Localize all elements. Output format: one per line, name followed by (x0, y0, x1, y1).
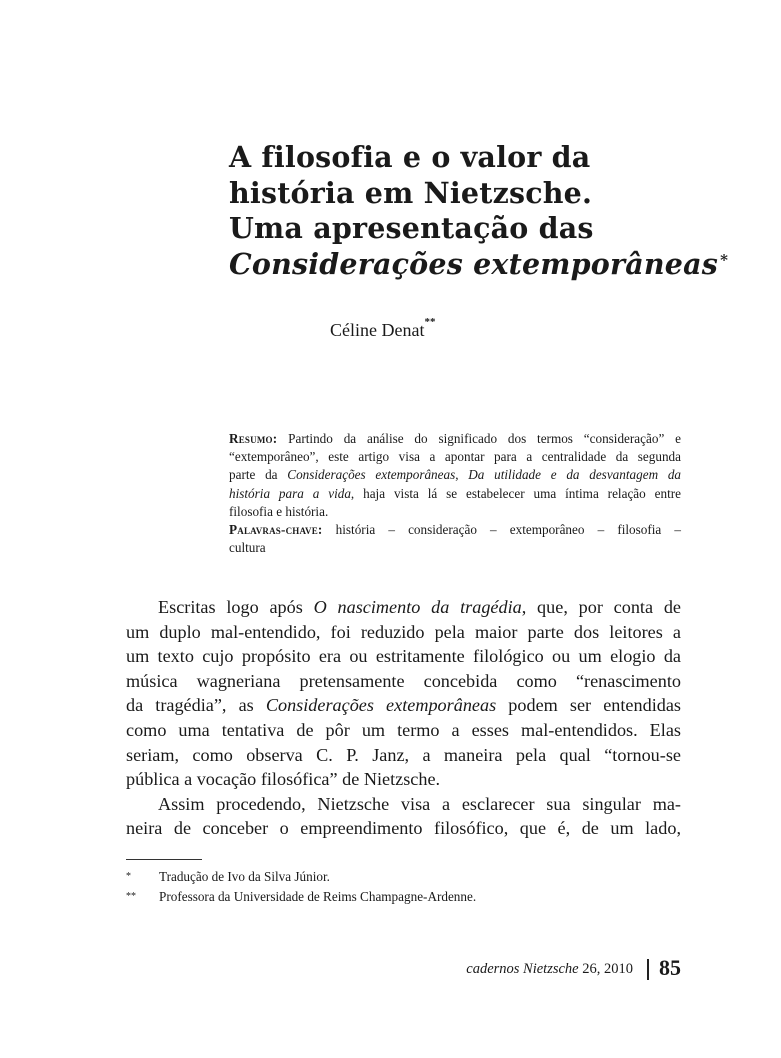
author-footnote-mark: ** (424, 316, 436, 328)
title-footnote-mark: * (720, 250, 729, 269)
paragraph-line: neira de conceber o empreendimento filosófico, que é, de um lado, (126, 818, 681, 839)
title-line-2: história em Nietzsche. (229, 175, 593, 210)
journal-issue: 26, 2010 (578, 961, 633, 977)
article-title (229, 140, 729, 282)
footer-separator (647, 959, 649, 980)
footnote-divider (126, 859, 202, 860)
paragraph-line: como uma tentativa de pôr um termo a esses mal-entendidos. Elas (126, 719, 681, 740)
footnote-1 (126, 867, 476, 887)
author-name: Céline Denat (330, 320, 425, 340)
abstract-line-3: parte da Considerações extemporâneas, Da utilidade e da desvantagem da (229, 467, 682, 483)
abstract-line-4: história para a vida, haja vista lá se estabelecer uma íntima relação entre (229, 485, 681, 501)
running-footer (420, 955, 681, 985)
footnote-2 (126, 887, 476, 907)
title-line-3: Uma apresentação das (229, 211, 594, 245)
abstract-label: Resumo: (229, 431, 278, 446)
abstract-line-2: “extemporâneo”, este artigo visa a apontar para a centralidade da segunda (229, 449, 681, 465)
footnote-text: Tradução de Ivo da Silva Júnior. (159, 869, 330, 884)
paragraph-line: seriam, como observa C. P. Janz, a maneira pela qual “tornou-se (126, 744, 681, 765)
journal-citation (466, 961, 633, 978)
keywords-label: Palavras-chave: (229, 522, 323, 538)
footnote-mark: * (126, 871, 131, 882)
paragraph-line: Assim procedendo, Nietzsche visa a esclarecer sua singular ma- (158, 793, 681, 814)
paragraph-line: um texto cujo propósito era ou estritamente filológico ou um elogio da (126, 646, 681, 667)
paragraph-line: da tragédia”, as Considerações extemporâneas podem ser entendidas (126, 695, 681, 716)
footnotes (126, 867, 476, 906)
paragraph-line: música wagneriana pretensamente concebida como “renascimento (126, 670, 681, 691)
paragraph-line: um duplo mal-entendido, foi reduzido pela maior parte dos leitores a (126, 621, 681, 642)
author-line (330, 316, 436, 341)
keywords-line-2: cultura (229, 540, 266, 556)
title-line-4 (229, 246, 729, 283)
journal-name: cadernos Nietzsche (466, 961, 579, 977)
paragraph-line: Escritas logo após O nascimento da tragédia, que, por conta de (158, 597, 682, 617)
page-number: 85 (659, 955, 681, 980)
body-text (126, 595, 681, 841)
title-line-1: A filosofia e o valor da (229, 140, 591, 174)
abstract-block (229, 430, 681, 557)
keywords-line-1: Palavras-chave: história – consideração – extemporâneo – filosofia – (229, 522, 681, 538)
abstract-line-1: Resumo: Partindo da análise do significado dos termos “consideração” e (229, 431, 681, 446)
paragraph-line: pública a vocação filosófica” de Nietzsche. (126, 769, 441, 790)
footnote-mark: ** (126, 890, 136, 902)
footnote-text: Professora da Universidade de Reims Champagne-Ardenne. (159, 888, 477, 904)
abstract-line-5: filosofia e história. (229, 503, 329, 519)
title-italic-work: Considerações extemporâneas (229, 246, 719, 281)
